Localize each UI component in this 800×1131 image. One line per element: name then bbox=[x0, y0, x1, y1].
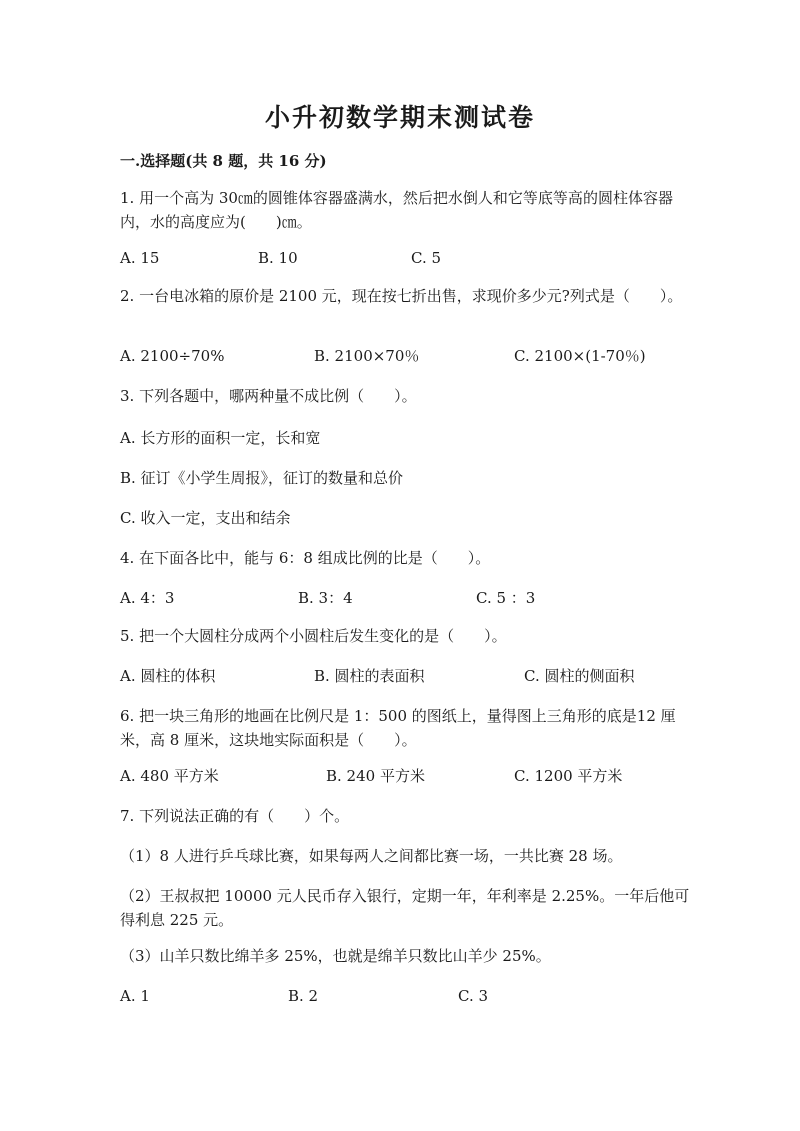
question-2-option-c: C. 2100×(1-70％) bbox=[514, 347, 646, 365]
page-title: 小升初数学期末测试卷 bbox=[264, 103, 535, 132]
question-6-option-a: A. 480 平方米 bbox=[120, 767, 219, 785]
question-1-option-a: A. 15 bbox=[120, 249, 160, 267]
question-3-option-a: A. 长方形的面积一定，长和宽 bbox=[120, 429, 321, 447]
question-5-options bbox=[120, 664, 700, 688]
question-2-text: 2. 一台电冰箱的原价是 2100 元，现在按七折出售，求现价多少元?列式是（ ）。 bbox=[120, 287, 683, 305]
question-1-options bbox=[120, 246, 700, 270]
section-heading: 一.选择题(共 8 题，共 16 分) bbox=[120, 152, 327, 170]
question-4-option-a: A. 4：3 bbox=[120, 589, 175, 607]
question-7-options bbox=[120, 984, 700, 1008]
question-6-option-c: C. 1200 平方米 bbox=[514, 767, 623, 785]
question-4-text: 4. 在下面各比中，能与 6：8 组成比例的比是（ ）。 bbox=[120, 549, 491, 567]
question-7-option-b: B. 2 bbox=[288, 987, 319, 1005]
question-5-text: 5. 把一个大圆柱分成两个小圆柱后发生变化的是（ ）。 bbox=[120, 627, 507, 645]
question-2-option-b: B. 2100×70％ bbox=[314, 347, 420, 365]
question-1-option-b: B. 10 bbox=[258, 249, 298, 267]
question-5-option-b: B. 圆柱的表面积 bbox=[314, 667, 425, 685]
question-3-option-b: B. 征订《小学生周报》，征订的数量和总价 bbox=[120, 469, 404, 487]
question-5-option-a: A. 圆柱的体积 bbox=[120, 667, 216, 685]
question-2-options bbox=[120, 344, 700, 368]
question-7-option-c: C. 3 bbox=[458, 987, 489, 1005]
question-7-statement-1: （1）8 人进行乒乓球比赛，如果每两人之间都比赛一场，一共比赛 28 场。 bbox=[120, 847, 623, 865]
question-1-option-c: C. 5 bbox=[411, 249, 442, 267]
question-3-option-c: C. 收入一定，支出和结余 bbox=[120, 509, 291, 527]
question-4-options bbox=[120, 586, 700, 610]
question-6-option-b: B. 240 平方米 bbox=[326, 767, 425, 785]
question-7-statement-3: （3）山羊只数比绵羊多 25%，也就是绵羊只数比山羊少 25%。 bbox=[120, 947, 551, 965]
question-7-option-a: A. 1 bbox=[120, 987, 150, 1005]
question-7-text: 7. 下列说法正确的有（ ）个。 bbox=[120, 807, 350, 825]
question-6-options bbox=[120, 764, 700, 788]
question-1-text: 1. 用一个高为 30㎝的圆锥体容器盛满水，然后把水倒人和它等底等高的圆柱体容器内，水的高度应为( )㎝。 bbox=[120, 189, 673, 231]
question-5-option-c: C. 圆柱的侧面积 bbox=[524, 667, 635, 685]
question-3-text: 3. 下列各题中，哪两种量不成比例（ ）。 bbox=[120, 387, 417, 405]
question-4-option-c: C. 5 ：3 bbox=[476, 589, 536, 607]
question-7-statement-2: （2）王叔叔把 10000 元人民币存入银行，定期一年，年利率是 2.25%。一年后他可得利息 225 元。 bbox=[120, 887, 690, 929]
question-2-option-a: A. 2100÷70% bbox=[120, 347, 225, 365]
question-6-text: 6. 把一块三角形的地画在比例尺是 1：500 的图纸上，量得图上三角形的底是12 厘米，高 8 厘米，这块地实际面积是（ ）。 bbox=[120, 707, 676, 749]
question-4-option-b: B. 3：4 bbox=[298, 589, 353, 607]
